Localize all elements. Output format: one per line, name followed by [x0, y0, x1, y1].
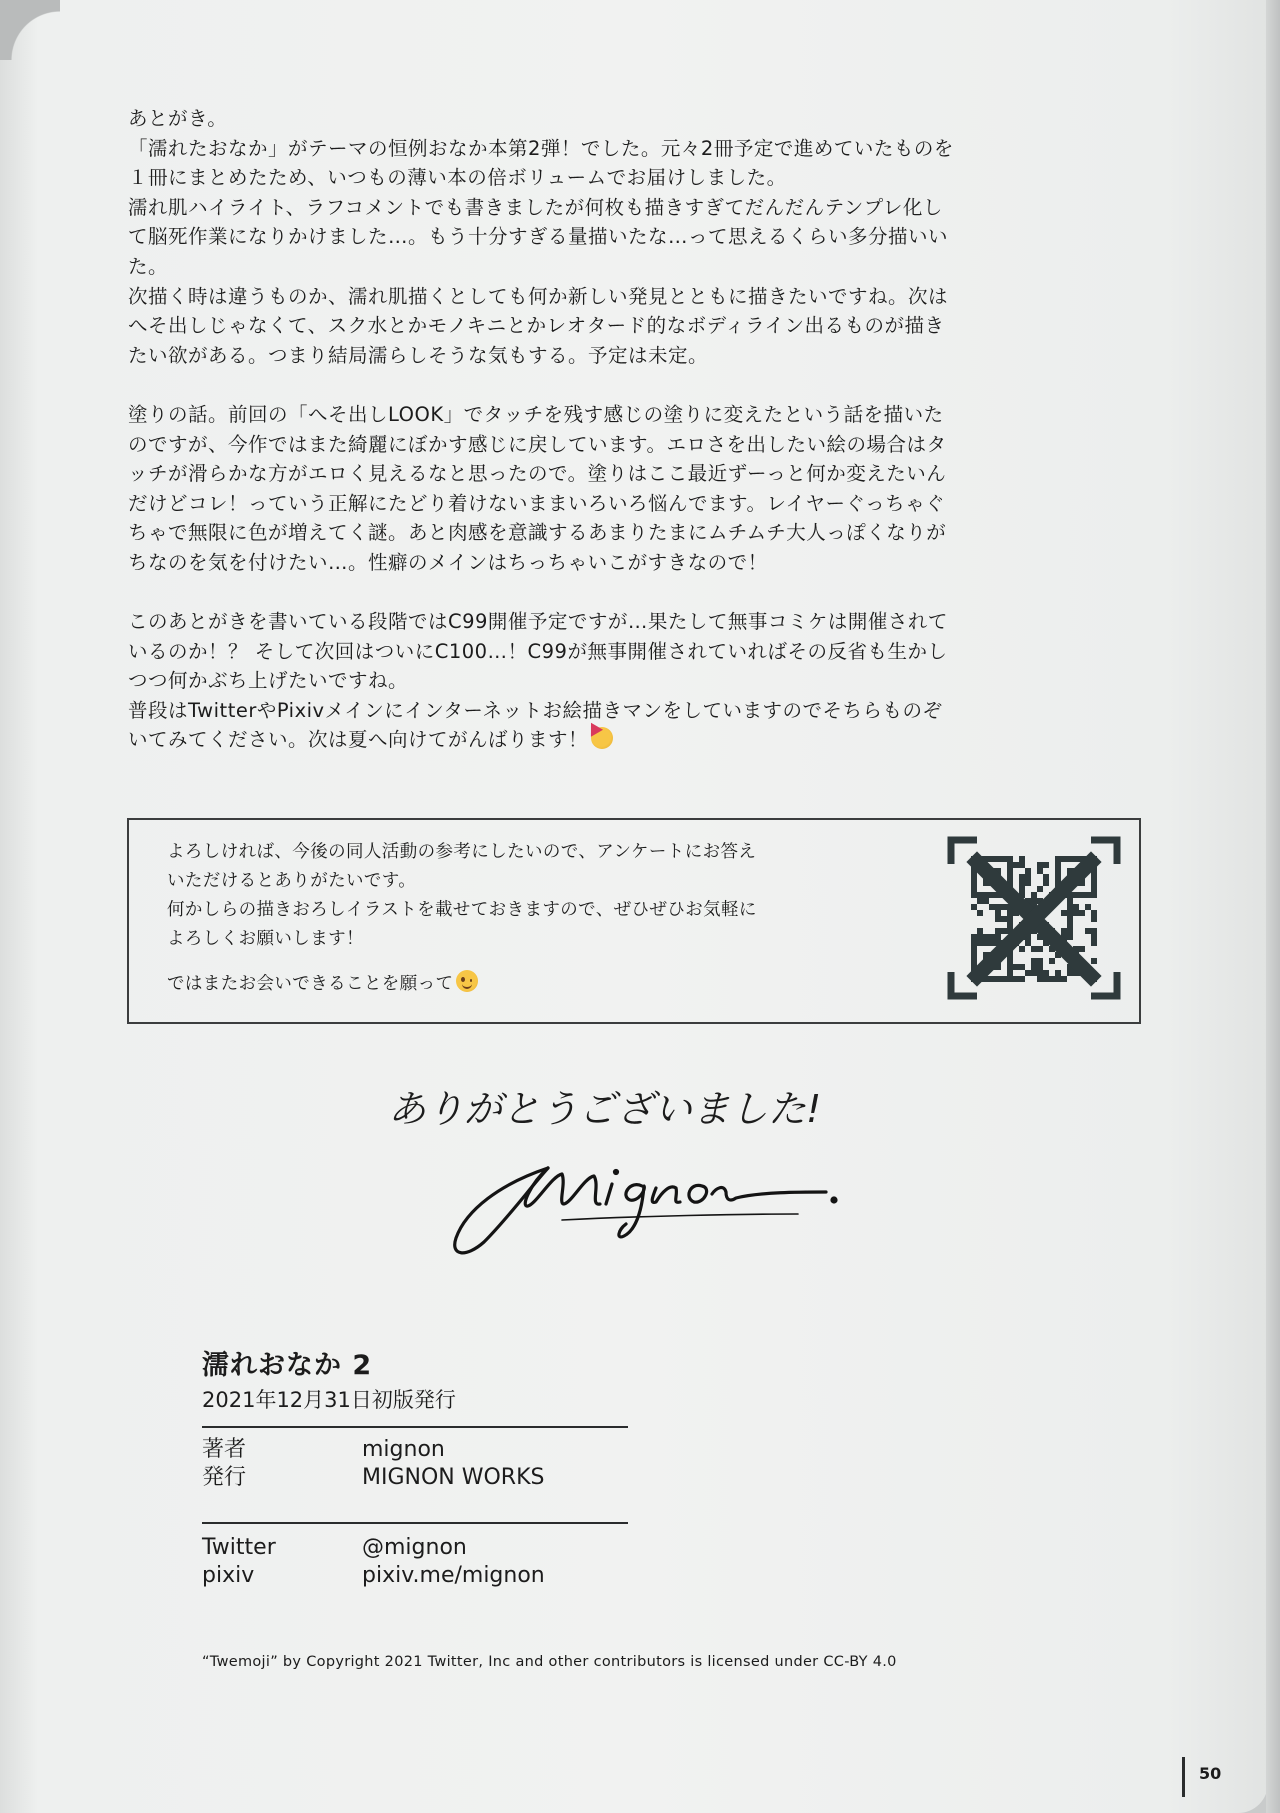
survey-line: よろしくお願いします！ — [167, 929, 364, 949]
qr-module — [1055, 862, 1061, 868]
afterword-line: のですが、今作ではまた綺麗にぼかす感じに戻しています。エロさを出したい絵の場合はタ — [128, 432, 947, 456]
qr-module — [971, 952, 977, 958]
winking-face-emoji-icon — [456, 970, 478, 992]
qr-code-crossed-out — [947, 836, 1121, 1000]
qr-module — [1031, 898, 1037, 904]
qr-module — [1037, 964, 1043, 970]
signature-thanks: ありがとうございました! — [388, 1087, 822, 1131]
qr-module — [1067, 934, 1073, 940]
qr-module — [971, 874, 977, 880]
qr-module — [977, 940, 983, 946]
qr-module — [1085, 904, 1091, 910]
qr-module — [1025, 874, 1031, 880]
qr-module — [1007, 874, 1013, 880]
publication-date: 2021年12月31日初版発行 — [202, 1388, 456, 1412]
qr-module — [1031, 892, 1037, 898]
qr-module — [1067, 916, 1073, 922]
pixiv-label: pixiv — [202, 1563, 255, 1588]
qr-module — [971, 892, 977, 898]
qr-module — [1055, 976, 1061, 982]
afterword-line: 濡れ肌ハイライト、ラフコメントでも書きましたが何枚も描きすぎてだんだんテンプレ化し — [128, 195, 943, 219]
qr-module — [1013, 964, 1019, 970]
qr-module — [1019, 886, 1025, 892]
qr-module — [995, 934, 1001, 940]
qr-module — [983, 934, 989, 940]
twemoji-license: “Twemoji” by Copyright 2021 Twitter, Inc and other contributors is licensed under CC-BY 4.0 — [202, 1654, 897, 1670]
afterword-line: あとがき。 — [128, 107, 228, 130]
qr-module — [989, 904, 995, 910]
qr-module — [1061, 928, 1067, 934]
qr-module — [1067, 928, 1073, 934]
qr-module — [1001, 916, 1007, 922]
qr-module — [971, 946, 977, 952]
qr-module — [1037, 958, 1043, 964]
qr-module — [1049, 958, 1055, 964]
qr-module — [1019, 976, 1025, 982]
qr-module — [1091, 958, 1097, 964]
survey-line: よろしければ、今後の同人活動の参考にしたいので、アンケートにお答え — [167, 842, 757, 862]
survey-line: 何かしらの描きおろしイラストを載せておきますので、ぜひぜひお気軽に — [167, 900, 757, 920]
qr-module — [1007, 964, 1013, 970]
qr-module — [1037, 862, 1043, 868]
qr-module — [1013, 862, 1019, 868]
qr-module — [989, 934, 995, 940]
qr-module — [1025, 880, 1031, 886]
pixiv-row — [202, 1562, 642, 1590]
colophon — [202, 1348, 642, 1590]
signature-mignon — [455, 1168, 836, 1253]
qr-module — [995, 916, 1001, 922]
qr-module — [1055, 868, 1061, 874]
qr-module — [1025, 940, 1031, 946]
qr-module — [1019, 880, 1025, 886]
afterword-line: へそ出しじゃなくて、スク水とかモノキニとかレオタード的なボディライン出るものが描き — [128, 314, 945, 338]
qr-module — [1043, 976, 1049, 982]
qr-module — [971, 940, 977, 946]
qr-module — [971, 934, 977, 940]
author-row — [202, 1436, 642, 1464]
qr-module — [1049, 976, 1055, 982]
qr-module — [1043, 862, 1049, 868]
qr-module — [1091, 934, 1097, 940]
afterword-line: た。 — [128, 254, 169, 278]
qr-module — [1043, 880, 1049, 886]
qr-module — [1007, 910, 1013, 916]
qr-module — [1091, 928, 1097, 934]
qr-module — [1055, 874, 1061, 880]
qr-module — [1007, 958, 1013, 964]
twitter-label: Twitter — [202, 1535, 276, 1560]
qr-module — [1055, 970, 1061, 976]
afterword-line: だけどコレ！っていう正解にたどり着けないままいろいろ悩んでます。レイヤーぐっちゃぐ — [128, 491, 946, 515]
afterword-line: て脳死作業になりかけました…。もう十分すぎる量描いたな…って思えるくらい多分描いい — [128, 225, 949, 249]
qr-module — [1031, 964, 1037, 970]
qr-module — [1043, 970, 1049, 976]
afterword-line: いてみてください。次は夏へ向けてがんばります！ — [128, 728, 589, 752]
qr-module — [1067, 922, 1073, 928]
afterword-line: 「濡れたおなか」がテーマの恒例おなか本第2弾！でした。元々2冊予定で進めていたものを — [128, 136, 954, 160]
qr-module — [1061, 976, 1067, 982]
afterword-line: ちゃで無限に色が増えてく謎。あと肉感を意識するあまりたまにムチムチ大人っぽくなりが — [128, 521, 947, 545]
qr-module — [1067, 898, 1073, 904]
qr-module — [995, 856, 1001, 862]
qr-module — [1067, 904, 1073, 910]
colophon-divider — [202, 1522, 628, 1524]
qr-module — [1025, 868, 1031, 874]
qr-module — [1067, 910, 1073, 916]
author-label: 著者 — [202, 1437, 247, 1462]
qr-module — [1091, 940, 1097, 946]
book-title: 濡れおなか 2 — [202, 1350, 373, 1381]
qr-module — [1013, 976, 1019, 982]
qr-module — [977, 892, 983, 898]
afterword-last-line — [128, 725, 1128, 755]
qr-module — [977, 934, 983, 940]
qr-module — [1007, 916, 1013, 922]
qr-module — [1085, 928, 1091, 934]
afterword-line: ッチが滑らかな方がエロく見えるなと思ったので。塗りはここ最近ずーっと何か変えたいん — [128, 462, 947, 486]
qr-module — [1007, 922, 1013, 928]
qr-module — [995, 904, 1001, 910]
qr-module — [1055, 856, 1061, 862]
qr-module — [1007, 868, 1013, 874]
qr-module — [971, 880, 977, 886]
survey-closing-row — [167, 970, 927, 999]
handwritten-signature — [380, 1080, 980, 1280]
page-number: 50 — [1182, 1757, 1221, 1797]
qr-module — [989, 940, 995, 946]
qr-module — [1001, 976, 1007, 982]
publisher-label: 発行 — [202, 1465, 247, 1490]
qr-module — [1019, 862, 1025, 868]
qr-module — [1043, 874, 1049, 880]
afterword-line: ちなのを気を付けたい…。性癖のメインはちっちゃいこがすきなので！ — [128, 550, 768, 574]
qr-module — [983, 940, 989, 946]
qr-module — [1037, 946, 1043, 952]
qr-module — [1091, 874, 1097, 880]
qr-module — [1079, 910, 1085, 916]
qr-module — [977, 928, 983, 934]
qr-module — [1079, 892, 1085, 898]
qr-module — [1091, 916, 1097, 922]
qr-module — [1067, 856, 1073, 862]
afterword-line: いるのか！？ そして次回はついにC100…！C99が無事開催されていればその反省も生かし — [128, 639, 948, 663]
pixiv-value: pixiv.me/mignon — [362, 1563, 545, 1588]
survey-closing: ではまたお会いできることを願って — [167, 974, 454, 994]
qr-module — [1073, 892, 1079, 898]
qr-module — [1007, 856, 1013, 862]
qr-module — [1061, 856, 1067, 862]
qr-module — [995, 910, 1001, 916]
qr-module — [971, 958, 977, 964]
qr-module — [1019, 946, 1025, 952]
qr-module — [1091, 892, 1097, 898]
qr-module — [1037, 868, 1043, 874]
qr-module — [983, 892, 989, 898]
qr-module — [1073, 910, 1079, 916]
afterword-line: たい欲がある。つまり結局濡らしそうな気もする。予定は未定。 — [128, 343, 709, 367]
qr-module — [1073, 856, 1079, 862]
qr-module — [1001, 904, 1007, 910]
qr-module — [1037, 886, 1043, 892]
qr-module — [1073, 904, 1079, 910]
qr-module — [1091, 910, 1097, 916]
qr-module — [1031, 958, 1037, 964]
afterword-line: つつ何かぶち上げたいですね。 — [128, 669, 409, 693]
colophon-divider — [202, 1426, 628, 1428]
afterword-line: 次描く時は違うものか、濡れ肌描くとしても何か新しい発見とともに描きたいですね。次は — [128, 284, 949, 308]
qr-module — [1019, 874, 1025, 880]
qr-module — [1037, 976, 1043, 982]
afterword-line: このあとがきを書いている段階ではC99開催予定ですが…果たして無事コミケは開催されて — [128, 610, 948, 634]
survey-text — [167, 838, 927, 999]
qr-module — [1031, 970, 1037, 976]
qr-module — [1007, 976, 1013, 982]
twitter-value: @mignon — [362, 1535, 467, 1560]
afterword-line: １冊にまとめたため、いつもの薄い本の倍ボリュームでお届けしました。 — [128, 166, 787, 190]
qr-module — [1079, 946, 1085, 952]
qr-module — [1091, 880, 1097, 886]
party-face-emoji-icon — [591, 727, 613, 749]
qr-module — [1019, 856, 1025, 862]
publisher-row — [202, 1464, 642, 1492]
qr-module — [1061, 910, 1067, 916]
qr-module — [995, 976, 1001, 982]
qr-module — [1031, 946, 1037, 952]
qr-module — [1007, 862, 1013, 868]
twitter-row — [202, 1534, 642, 1562]
qr-module — [1037, 970, 1043, 976]
afterword-line: 普段はTwitterやPixivメインにインターネットお絵描きマンをしていますのでそちらものぞ — [128, 698, 943, 722]
qr-module — [1019, 964, 1025, 970]
survey-line: いただけるとありがたいです。 — [167, 871, 417, 891]
page-corner-curl — [0, 0, 60, 60]
afterword-text — [128, 104, 1128, 755]
qr-module — [1091, 886, 1097, 892]
survey-box — [127, 818, 1141, 1024]
book-spine-edge — [1266, 0, 1280, 1813]
qr-module — [989, 976, 995, 982]
afterword-line: 塗りの話。前回の「へそ出しLOOK」でタッチを残す感じの塗りに変えたという話を描いた — [128, 402, 944, 426]
qr-module — [989, 856, 995, 862]
publisher-value: MIGNON WORKS — [362, 1465, 545, 1490]
qr-module — [1067, 970, 1073, 976]
qr-module — [977, 898, 983, 904]
qr-module — [983, 898, 989, 904]
qr-module — [971, 904, 977, 910]
qr-module — [989, 892, 995, 898]
qr-module — [1001, 928, 1007, 934]
author-value: mignon — [362, 1437, 445, 1462]
qr-module — [1025, 970, 1031, 976]
qr-module — [1001, 856, 1007, 862]
qr-module — [1007, 970, 1013, 976]
qr-module — [995, 928, 1001, 934]
qr-module — [977, 910, 983, 916]
qr-module — [1085, 892, 1091, 898]
qr-module — [971, 886, 977, 892]
